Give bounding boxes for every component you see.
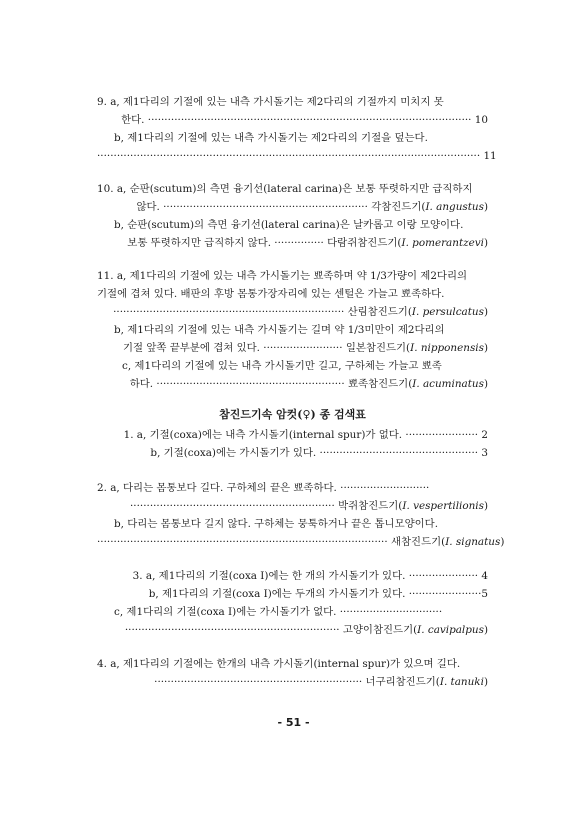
section-title: 참진드기속 암컷(♀) 종 검색표 <box>219 408 366 421</box>
key-line: 2. a, 다리는 몸통보다 길다. 구하체의 끝은 뾰족하다. ··························· <box>97 482 430 494</box>
key-line: b, 다리는 몸통보다 길지 않다. 구하체는 뭉툭하거나 끝은 톱니모양이다. <box>114 518 439 530</box>
key-line: 기절에 겹쳐 있다. 배판의 후방 몸통가장자리에 있는 센털은 가늘고 뾰족하다. <box>97 288 445 300</box>
key-line: ······························································· 너구리참진드기(I. tanuki) <box>154 676 488 688</box>
key-line: c, 제1다리의 기절(coxa I)에는 가시돌기가 없다. ······························· <box>114 606 443 618</box>
key-line: 10. a, 순판(scutum)의 측면 융기선(lateral carina)은 보통 뚜렷하지만 급직하지 <box>97 183 473 195</box>
key-line: b, 제1다리의 기절에 있는 내측 가시돌기는 길며 약 1/3미만이 제2다리의 <box>114 324 445 336</box>
key-line: ································································· 고양이참진드기(I. cavipalpus) <box>124 624 488 636</box>
key-line: ······························································ 박쥐참진드기(I. vespertilionis) <box>130 500 488 512</box>
key-line: 않다. ······························································ 각참진드기(I. angustus) <box>136 201 488 213</box>
key-line: 하다. ························································· 뾰족참진드기(I. acuminatus) <box>129 378 488 390</box>
key-line: 한다. ·································································································· 10 <box>121 114 488 126</box>
key-line: ························································································ 새참진드기(I. signatus) <box>97 536 505 548</box>
key-line: 1. a, 기절(coxa)에는 내측 가시돌기(internal spur)가 없다. ······················ 2 <box>123 429 488 441</box>
key-line: 보통 뚜렷하지만 급직하지 않다. ··············· 다람쥐참진드기(I. pomerantzevi) <box>127 237 488 249</box>
key-line: b, 기절(coxa)에는 가시돌기가 있다. ················································ 3 <box>150 447 488 459</box>
key-line: b, 제1다리의 기절에 있는 내측 가시돌기는 제2다리의 기절을 덮는다. <box>114 132 428 144</box>
key-line: ···················································································································· 11 <box>97 150 497 162</box>
key-line: c, 제1다리의 기절에 있는 내측 가시돌기만 길고, 구하체는 가늘고 뾰족 <box>122 360 442 372</box>
key-line: ······································································ 산림참진드기(I. persulcatus) <box>113 306 488 318</box>
key-line: 11. a, 제1다리의 기절에 있는 내측 가시돌기는 뾰족하며 약 1/3가량이 제2다리의 <box>97 270 468 282</box>
key-line: 9. a, 제1다리의 기절에 있는 내측 가시돌기는 제2다리의 기절까지 미치지 못 <box>97 96 444 108</box>
key-line: 기절 앞쪽 끝부분에 겹쳐 있다. ························ 일본참진드기(I. nipponensis) <box>123 342 488 354</box>
key-line: b, 순판(scutum)의 측면 융기선(lateral carina)은 날카롭고 이랑 모양이다. <box>114 219 464 231</box>
page-number: - 51 - <box>277 716 310 729</box>
key-line: 3. a, 제1다리의 기절(coxa I)에는 한 개의 가시돌기가 있다. ····················· 4 <box>132 570 488 582</box>
key-line: b, 제1다리의 기절(coxa I)에는 두개의 가시돌기가 있다. ······················5 <box>148 588 488 600</box>
key-line: 4. a, 제1다리의 기절에는 한개의 내측 가시돌기(internal spur)가 있으며 길다. <box>97 658 461 670</box>
